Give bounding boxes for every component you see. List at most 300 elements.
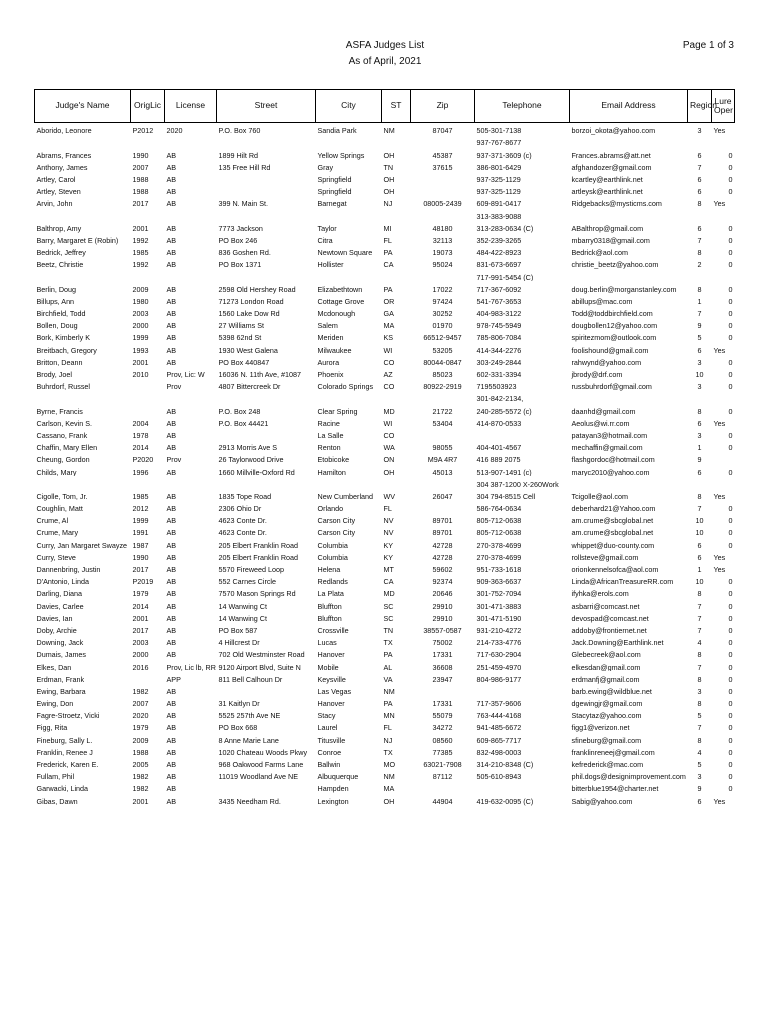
cell-name: Erdman, Frank <box>36 674 85 684</box>
cell-name: Doby, Archie <box>36 625 77 635</box>
cell-city: Etobicoke <box>317 455 350 465</box>
cell-origlic: 1987 <box>132 540 149 550</box>
cell-zip <box>411 501 475 513</box>
table-row <box>35 513 735 525</box>
cell-email[interactable]: barb.ewing@wildblue.net <box>571 686 652 696</box>
cell-license: AB <box>166 528 177 538</box>
cell-region: 3 <box>697 357 702 367</box>
cell-telephone: 609-891-0417 <box>476 199 522 209</box>
cell-zip: M9A 4R7 <box>427 455 458 465</box>
cell-telephone <box>475 781 570 793</box>
cell-street: PO Box 246 <box>218 235 258 245</box>
cell-license: AB <box>166 540 177 550</box>
col-header-name: Judge's Name <box>35 90 131 123</box>
cell-email[interactable] <box>570 135 688 147</box>
cell-license: AB <box>166 333 177 343</box>
cell-email[interactable]: foolishound@gmail.com <box>571 345 649 355</box>
cell-region: 10 <box>695 370 704 379</box>
cell-state: TX <box>383 638 393 648</box>
cell-telephone: 314-210-8348 (C) <box>476 760 534 769</box>
table-row <box>35 452 735 464</box>
cell-telephone: 301-471-5190 <box>476 613 522 623</box>
cell-zip: 17331 <box>432 650 453 660</box>
cell-zip: 29910 <box>432 601 453 611</box>
table-row <box>35 598 735 610</box>
cell-state: NJ <box>383 199 393 209</box>
cell-origlic: 1978 <box>132 430 149 440</box>
cell-origlic <box>131 476 165 488</box>
cell-state: FL <box>383 235 392 245</box>
cell-region: 7 <box>697 235 702 245</box>
cell-street: PO Box 587 <box>218 625 258 635</box>
col-header-city: City <box>316 90 382 123</box>
cell-email[interactable]: Jack.Downing@Earthlink.net <box>571 638 664 648</box>
cell-street: 811 Bell Calhoun Dr <box>218 674 283 684</box>
cell-street <box>217 135 316 147</box>
cell-email[interactable]: orionkennelsofca@aol.com <box>571 565 659 574</box>
cell-origlic: 2017 <box>132 565 149 574</box>
table-row <box>35 769 735 781</box>
cell-street: 7570 Mason Springs Rd <box>218 589 296 599</box>
cell-region: 6 <box>697 223 702 233</box>
cell-street: 16036 N. 11th Ave, #1087 <box>218 370 301 379</box>
cell-region: 2 <box>697 260 702 270</box>
cell-city: Keysville <box>317 674 346 684</box>
cell-state: OH <box>383 467 395 477</box>
cell-email[interactable]: doug.berlin@morganstanley.com <box>571 284 677 294</box>
cell-city: Hamilton <box>317 467 346 477</box>
cell-region: 7 <box>697 504 702 513</box>
cell-lure-oper: 0 <box>728 650 733 660</box>
cell-state <box>382 476 411 488</box>
cell-email[interactable]: ABalthrop@gmail.com <box>571 223 644 233</box>
cell-origlic: 2007 <box>132 699 149 708</box>
cell-city: Hollister <box>317 260 344 270</box>
cell-region: 7 <box>697 662 702 672</box>
cell-telephone: 937-325-1129 <box>476 175 521 184</box>
cell-zip: 34272 <box>432 723 453 733</box>
cell-email[interactable]: borzoi_okota@yahoo.com <box>571 126 656 136</box>
cell-email[interactable]: kefrederick@mac.com <box>571 760 644 769</box>
cell-telephone: 414-870-0533 <box>476 418 522 428</box>
cell-telephone: 951-733-1618 <box>476 565 522 574</box>
cell-name: Dumais, James <box>36 650 87 660</box>
cell-email[interactable]: addoby@frontiernet.net <box>571 625 647 635</box>
cell-license: AB <box>166 650 177 660</box>
cell-name: Artley, Carol <box>36 175 76 184</box>
cell-name: Crume, Mary <box>36 528 79 538</box>
cell-zip: 87047 <box>432 126 453 136</box>
cell-email[interactable]: jbrody@drf.com <box>571 370 623 379</box>
cell-region: 6 <box>697 175 702 184</box>
cell-license: AB <box>166 248 177 258</box>
cell-license: AB <box>166 467 177 477</box>
cell-street: 399 N. Main St. <box>218 199 269 209</box>
cell-email[interactable]: dougbollen12@yahoo.com <box>571 321 658 331</box>
cell-email[interactable]: maryc2010@yahoo.com <box>571 467 650 477</box>
cell-city: Bluffton <box>317 601 342 611</box>
cell-origlic: 2014 <box>132 601 149 611</box>
cell-origlic <box>131 671 165 683</box>
cell-lure-oper: Yes <box>713 418 726 428</box>
cell-origlic: 2001 <box>132 223 149 233</box>
cell-telephone: 301-471-3883 <box>476 601 522 611</box>
cell-origlic: 1982 <box>132 686 149 696</box>
cell-lure-oper: 0 <box>728 686 733 696</box>
cell-email[interactable]: spiritezmom@outlook.com <box>571 333 657 343</box>
cell-zip <box>411 172 475 184</box>
cell-lure-oper: 0 <box>728 370 733 379</box>
cell-street <box>217 781 316 793</box>
cell-license: AB <box>166 711 177 721</box>
cell-lure-oper: 0 <box>728 747 733 757</box>
cell-street: 4623 Conte Dr. <box>218 516 267 526</box>
cell-city: Citra <box>317 235 333 245</box>
cell-email[interactable]: Frances.abrams@att.net <box>571 150 651 160</box>
cell-license: AB <box>166 589 177 599</box>
cell-name: Figg, Rita <box>36 723 68 733</box>
cell-street: 702 Old Westminster Road <box>218 650 305 660</box>
cell-license: AB <box>166 235 177 245</box>
cell-region: 7 <box>697 625 702 635</box>
cell-zip: 75002 <box>432 638 453 648</box>
cell-region <box>688 391 712 403</box>
cell-city: Ballwin <box>317 760 341 769</box>
cell-license: AB <box>166 296 177 306</box>
cell-email[interactable]: ifyhka@erols.com <box>571 589 629 599</box>
cell-name: Bollen, Doug <box>36 321 78 331</box>
cell-name: Anthony, James <box>36 162 88 172</box>
cell-origlic: 1985 <box>132 248 149 258</box>
cell-license <box>165 135 217 147</box>
cell-zip: 97424 <box>432 296 453 306</box>
cell-city: Titusville <box>317 735 346 745</box>
cell-region: 9 <box>697 784 702 794</box>
cell-state: CO <box>383 430 395 440</box>
cell-city: Racine <box>317 418 340 428</box>
cell-origlic: 2016 <box>132 662 149 672</box>
cell-email[interactable]: mechaffin@gmail.com <box>571 443 643 453</box>
cell-lure-oper: 0 <box>728 662 733 672</box>
cell-name: Artley, Steven <box>36 187 81 197</box>
cell-telephone: 251-459-4970 <box>476 662 522 672</box>
cell-telephone: 609-865-7717 <box>476 735 522 745</box>
cell-name: Darling, Diana <box>36 589 83 599</box>
cell-name: Arvin, John <box>36 199 73 209</box>
cell-street: P.O. Box 760 <box>218 126 261 136</box>
cell-name: Fullam, Phil <box>36 772 75 782</box>
cell-telephone: 505-610-8943 <box>476 772 522 782</box>
cell-license <box>165 391 217 403</box>
cell-zip: 29910 <box>432 613 453 623</box>
cell-street: 1899 Hilt Rd <box>218 150 259 160</box>
cell-region: 6 <box>697 552 702 562</box>
cell-region: 3 <box>697 686 702 696</box>
cell-lure-oper: 0 <box>728 309 733 318</box>
cell-email[interactable]: afghandozer@gmail.com <box>571 162 652 172</box>
cell-street: 3435 Needham Rd. <box>218 796 281 806</box>
cell-name: Birchfield, Todd <box>36 309 86 318</box>
cell-origlic: 1988 <box>132 175 149 184</box>
cell-region: 10 <box>695 577 704 587</box>
cell-lure-oper <box>712 208 735 220</box>
cell-email[interactable]: patayan3@hotmail.com <box>571 430 648 440</box>
cell-name: Brody, Joel <box>36 370 72 379</box>
cell-license: AB <box>166 686 177 696</box>
cell-telephone: 978-745-5949 <box>476 321 522 331</box>
cell-origlic: 2001 <box>132 796 149 806</box>
cell-street: 5570 Fireweed Loop <box>218 565 285 574</box>
cell-zip: 32113 <box>432 235 453 245</box>
cell-origlic: 2004 <box>132 418 149 428</box>
cell-zip: 59602 <box>432 565 453 574</box>
cell-name: Fineburg, Sally L. <box>36 735 93 745</box>
cell-license: AB <box>166 565 177 574</box>
cell-origlic: 1990 <box>132 552 149 562</box>
cell-origlic: 2009 <box>132 735 149 745</box>
table-row <box>35 379 735 391</box>
cell-origlic <box>131 135 165 147</box>
col-header-state: ST <box>382 90 411 123</box>
cell-zip: 36608 <box>432 662 453 672</box>
cell-email[interactable]: Tcigolle@aol.com <box>571 491 628 501</box>
table-row <box>35 696 735 708</box>
cell-street: P.O. Box 44421 <box>218 418 269 428</box>
cell-street <box>217 172 316 184</box>
cell-street: 1560 Lake Dow Rd <box>218 309 280 318</box>
cell-state: SC <box>383 601 394 611</box>
cell-street: 1660 Millville-Oxford Rd <box>218 467 295 477</box>
cell-region: 8 <box>697 406 702 416</box>
cell-lure-oper: 0 <box>728 223 733 233</box>
cell-region: 4 <box>697 638 702 648</box>
cell-region: 9 <box>697 455 702 465</box>
cell-origlic <box>131 269 165 281</box>
cell-lure-oper: 0 <box>728 260 733 270</box>
cell-lure-oper: 0 <box>728 540 733 550</box>
cell-street: 968 Oakwood Farms Lane <box>218 760 304 769</box>
cell-origlic <box>131 403 165 415</box>
cell-email[interactable]: kcartley@earthlink.net <box>571 175 643 184</box>
table-row <box>35 550 735 562</box>
cell-region: 1 <box>697 565 702 574</box>
col-header-lure-oper: Lure Oper <box>712 90 735 123</box>
table-row <box>35 720 735 732</box>
cell-license <box>165 208 217 220</box>
cell-email[interactable]: christie_beetz@yahoo.com <box>571 260 659 270</box>
cell-region: 6 <box>697 467 702 477</box>
cell-telephone: 214-733-4776 <box>476 638 522 648</box>
cell-license: AB <box>166 504 177 513</box>
cell-city: Columbia <box>317 540 348 550</box>
cell-email[interactable]: daanhd@gmail.com <box>571 406 636 416</box>
cell-city: Springfield <box>317 187 352 197</box>
cell-email[interactable] <box>570 391 688 403</box>
cell-street: 2598 Old Hershey Road <box>218 284 296 294</box>
cell-telephone: 419-632-0095 (C) <box>476 796 534 806</box>
cell-email[interactable] <box>570 476 688 488</box>
cell-email[interactable]: asbarri@comcast.net <box>571 601 640 611</box>
cell-zip <box>411 184 475 196</box>
cell-email[interactable]: abillups@mac.com <box>571 296 633 306</box>
cell-lure-oper: 0 <box>728 443 733 453</box>
cell-state: GA <box>383 309 394 318</box>
cell-email[interactable]: Stacytaz@yahoo.com <box>571 711 642 721</box>
cell-city: Albuquerque <box>317 772 359 782</box>
cell-license: AB <box>166 613 177 623</box>
cell-zip: 89701 <box>432 528 453 538</box>
cell-region: 6 <box>697 540 702 550</box>
cell-license: AB <box>166 357 177 367</box>
cell-state: CA <box>383 260 394 270</box>
cell-email[interactable]: bitterblue1954@charter.net <box>571 784 659 794</box>
cell-email[interactable]: franklinreneej@gmail.com <box>571 747 655 757</box>
cell-street: 135 Free Hill Rd <box>218 162 271 172</box>
cell-lure-oper: 0 <box>728 235 733 245</box>
cell-zip: 26047 <box>432 491 453 501</box>
table-row <box>35 708 735 720</box>
cell-lure-oper: 0 <box>728 150 733 160</box>
cell-street: 4623 Conte Dr. <box>218 528 267 538</box>
cell-email[interactable]: artleysk@earthlink.net <box>571 187 643 197</box>
cell-email[interactable]: rollsteve@gmail.com <box>571 552 639 562</box>
cell-telephone: 240-285-5572 (c) <box>476 406 532 416</box>
cell-region: 8 <box>697 199 702 209</box>
cell-state: PA <box>383 248 393 258</box>
cell-email[interactable]: rahwynd@yahoo.com <box>571 357 642 367</box>
cell-city: Columbia <box>317 552 348 562</box>
cell-zip: 30252 <box>432 309 453 318</box>
cell-zip: 63021-7908 <box>423 760 462 769</box>
cell-zip: 77385 <box>432 747 453 757</box>
cell-email[interactable]: Bedrick@aol.com <box>571 248 628 258</box>
cell-state: PA <box>383 650 393 660</box>
cell-lure-oper: Yes <box>713 552 726 562</box>
cell-state: NV <box>383 528 394 538</box>
cell-lure-oper: 0 <box>728 772 733 782</box>
cell-email[interactable]: devospad@comcast.net <box>571 613 649 623</box>
cell-name: Aborido, Leonore <box>36 126 92 136</box>
cell-state: OR <box>383 296 395 306</box>
cell-email[interactable]: am.crume@sbcglobal.net <box>571 528 654 538</box>
cell-email[interactable] <box>570 208 688 220</box>
cell-email[interactable]: erdmanfj@gmail.com <box>571 674 640 684</box>
cell-email[interactable]: Linda@AfricanTreasureRR.com <box>571 577 674 587</box>
cell-lure-oper: 0 <box>728 711 733 721</box>
cell-city: Milwaukee <box>317 345 352 355</box>
cell-state: CA <box>383 577 394 587</box>
cell-state: FL <box>383 723 392 733</box>
table-row <box>35 659 735 671</box>
cell-name: Davies, Ian <box>36 613 73 623</box>
cell-lure-oper: 0 <box>728 723 733 733</box>
cell-email[interactable]: sfineburg@gmail.com <box>571 735 642 745</box>
cell-lure-oper: 0 <box>728 162 733 172</box>
cell-street: 4807 Bittercreek Dr <box>218 382 281 392</box>
cell-email[interactable]: russbuhrdorf@gmail.com <box>571 382 652 392</box>
cell-email[interactable]: deberhard21@Yahoo.com <box>571 504 656 513</box>
cell-email[interactable]: Sabig@yahoo.com <box>571 796 633 806</box>
table-header-row <box>35 90 735 123</box>
cell-name: Abrams, Frances <box>36 150 92 160</box>
table-row <box>35 416 735 428</box>
cell-zip <box>411 135 475 147</box>
cell-state: PA <box>383 284 393 294</box>
cell-state: MI <box>383 223 392 233</box>
cell-email[interactable]: elkesdan@gmail.com <box>571 662 641 672</box>
cell-region: 8 <box>697 284 702 294</box>
cell-region: 9 <box>697 321 702 331</box>
col-header-zip: Zip <box>411 90 475 123</box>
cell-email[interactable]: Glebecreek@aol.com <box>571 650 641 660</box>
cell-email[interactable]: mbarry0318@gmail.com <box>571 235 650 245</box>
cell-email[interactable]: am.crume@sbcglobal.net <box>571 516 654 526</box>
cell-city: La Plata <box>317 589 344 599</box>
cell-license: AB <box>166 406 177 416</box>
cell-license: AB <box>166 162 177 172</box>
cell-zip: 17331 <box>432 699 453 708</box>
cell-city: Laurel <box>317 723 338 733</box>
cell-zip: 98055 <box>432 443 453 453</box>
table-row <box>35 123 735 136</box>
cell-email[interactable]: flashgordoc@hotmail.com <box>571 455 655 465</box>
cell-zip: 53404 <box>432 418 453 428</box>
cell-telephone: 937-371-3609 (c) <box>476 150 532 160</box>
cell-license: Prov <box>166 455 182 465</box>
cell-lure-oper: 0 <box>728 296 733 306</box>
cell-lure-oper: Yes <box>713 199 726 209</box>
cell-lure-oper: 0 <box>728 699 733 708</box>
cell-origlic: P2020 <box>132 455 154 465</box>
cell-city <box>316 208 382 220</box>
cell-email[interactable]: Aeolus@wi.rr.com <box>571 418 630 428</box>
cell-email[interactable]: Ridgebacks@mysticms.com <box>571 199 662 209</box>
cell-license: AB <box>166 309 177 318</box>
cell-email[interactable]: dgewingjr@gmail.com <box>571 699 643 708</box>
cell-email[interactable]: Todd@toddbirchfield.com <box>571 309 653 318</box>
cell-license: AB <box>166 345 177 355</box>
table-row <box>35 586 735 598</box>
cell-telephone: 270-378-4699 <box>476 540 522 550</box>
cell-zip: 85023 <box>432 370 453 379</box>
cell-origlic: 1979 <box>132 723 149 733</box>
cell-license: 2020 <box>166 126 183 136</box>
cell-street <box>217 208 316 220</box>
cell-street: 71273 London Road <box>218 296 284 306</box>
cell-email[interactable]: figg1@verizon.net <box>571 723 630 733</box>
cell-license: AB <box>166 430 177 440</box>
cell-email[interactable] <box>570 269 688 281</box>
cell-name: Breitbach, Gregory <box>36 345 97 355</box>
table-row <box>35 781 735 793</box>
cell-email[interactable]: whippet@duo-county.com <box>571 540 655 550</box>
cell-license: AB <box>166 418 177 428</box>
cell-origlic: 2009 <box>132 284 149 294</box>
cell-state: NM <box>383 686 395 696</box>
cell-lure-oper: 0 <box>728 504 733 513</box>
cell-telephone: 941-485-6672 <box>476 723 522 733</box>
cell-origlic: 2010 <box>132 370 149 379</box>
table-row <box>35 208 735 220</box>
cell-street: 205 Elbert Franklin Road <box>218 552 299 562</box>
cell-street: PO Box 668 <box>218 723 258 733</box>
cell-origlic: 2003 <box>132 638 149 648</box>
cell-zip: 92374 <box>432 577 453 587</box>
cell-city: La Salle <box>317 430 344 440</box>
cell-lure-oper: 0 <box>728 248 733 258</box>
cell-email[interactable]: phil.dogs@designimprovement.com <box>571 772 686 782</box>
cell-origlic: 1992 <box>132 260 149 270</box>
